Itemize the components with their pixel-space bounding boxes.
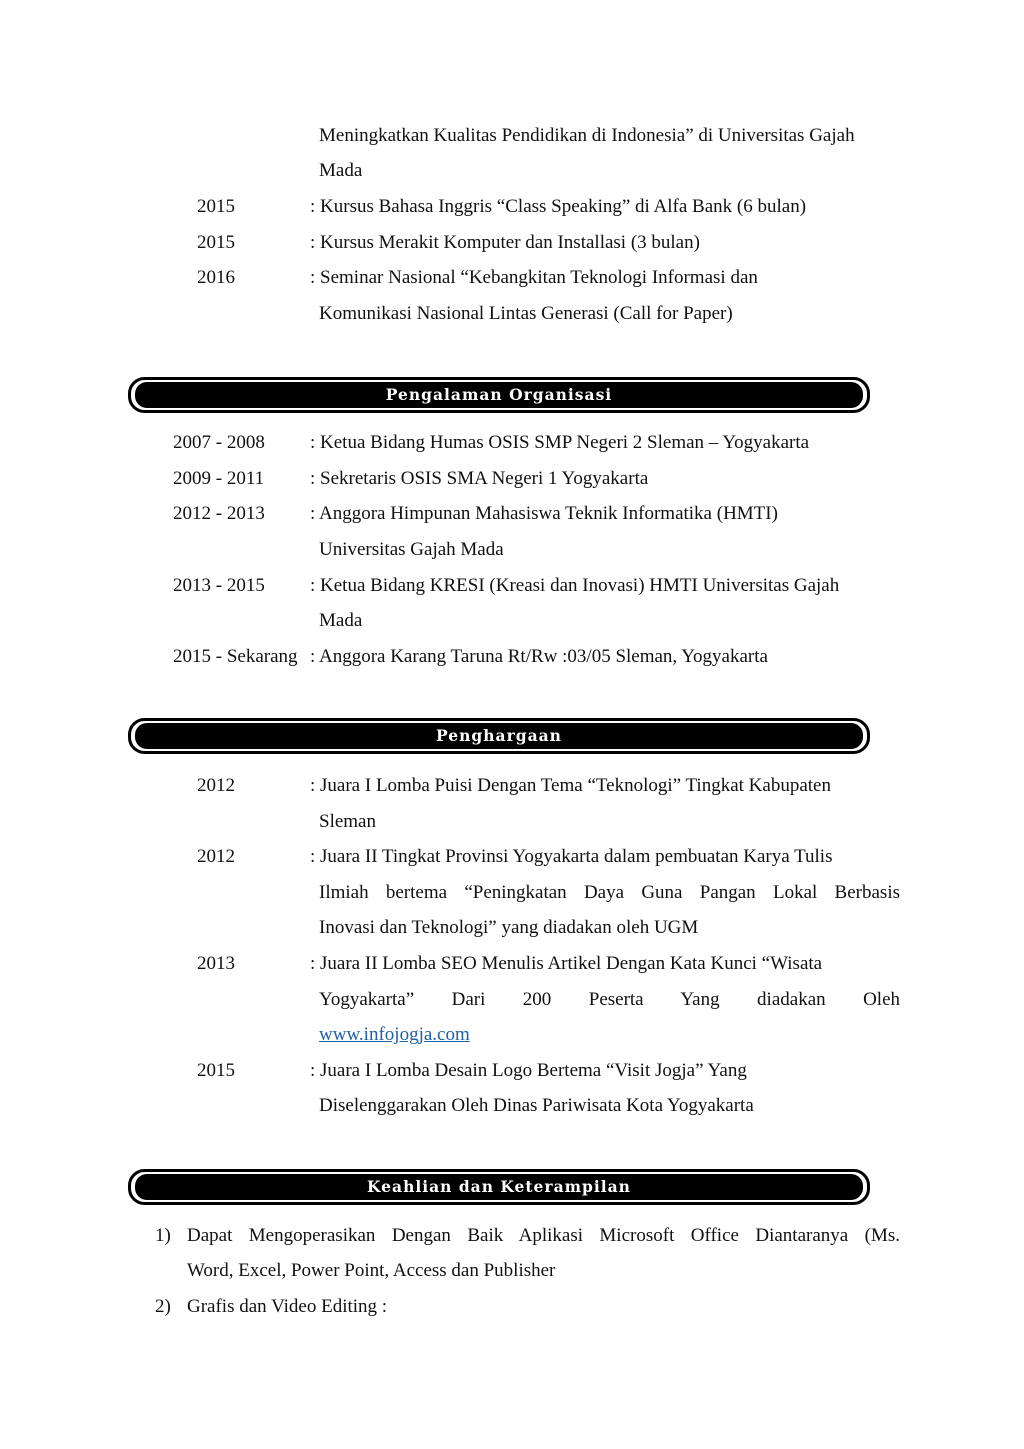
skill-text: Grafis dan Video Editing :: [187, 1296, 388, 1317]
award-text: : Juara II Lomba SEO Menulis Artikel Dengan Kata Kunci “Wisata: [310, 953, 823, 974]
section-title-keahlian: Keahlian dan Keterampilan: [367, 1177, 631, 1196]
org-period: 2009 - 2011: [173, 468, 265, 489]
award-year: 2015: [197, 1060, 235, 1081]
award-text: : Juara I Lomba Desain Logo Bertema “Visit Jogja” Yang: [310, 1060, 747, 1081]
section-banner-keahlian: [128, 1169, 870, 1205]
course-year: 2016: [197, 267, 235, 288]
section-banner-organisasi: [128, 377, 870, 413]
org-text: : Sekretaris OSIS SMA Negeri 1 Yogyakarta: [310, 468, 649, 489]
org-period: 2015 - Sekarang: [173, 646, 298, 667]
org-text: : Ketua Bidang KRESI (Kreasi dan Inovasi) HMTI Universitas Gajah: [310, 575, 840, 596]
seminar-continuation-line-1: Meningkatkan Kualitas Pendidikan di Indonesia” di Universitas Gajah: [319, 125, 855, 146]
org-text-cont: Mada: [319, 610, 363, 631]
course-text: : Kursus Merakit Komputer dan Installasi (3 bulan): [310, 232, 700, 253]
award-year: 2012: [197, 775, 235, 796]
course-text: : Kursus Bahasa Inggris “Class Speaking” di Alfa Bank (6 bulan): [310, 196, 807, 217]
skill-number: 1): [155, 1225, 171, 1246]
org-text: : Ketua Bidang Humas OSIS SMP Negeri 2 Sleman – Yogyakarta: [310, 432, 810, 453]
award-text-cont: Ilmiah bertema “Peningkatan Daya Guna Pangan Lokal Berbasis: [319, 882, 900, 903]
org-text-cont: Universitas Gajah Mada: [319, 539, 504, 560]
section-title-penghargaan: Penghargaan: [436, 726, 562, 745]
course-year: 2015: [197, 196, 235, 217]
course-text: : Seminar Nasional “Kebangkitan Teknologi Informasi dan: [310, 267, 758, 288]
course-text-cont: Komunikasi Nasional Lintas Generasi (Call for Paper): [319, 303, 733, 324]
org-text: : Anggora Himpunan Mahasiswa Teknik Informatika (HMTI): [310, 503, 778, 524]
award-year: 2012: [197, 846, 235, 867]
org-period: 2013 - 2015: [173, 575, 265, 596]
org-text: : Anggora Karang Taruna Rt/Rw :03/05 Sleman, Yogyakarta: [310, 646, 768, 667]
course-year: 2015: [197, 232, 235, 253]
skill-text-cont: Word, Excel, Power Point, Access dan Publisher: [187, 1260, 556, 1281]
award-text-cont: Sleman: [319, 811, 376, 832]
award-text-cont: Diselenggarakan Oleh Dinas Pariwisata Kota Yogyakarta: [319, 1095, 754, 1116]
org-period: 2007 - 2008: [173, 432, 265, 453]
section-title-organisasi: Pengalaman Organisasi: [385, 385, 613, 404]
section-banner-penghargaan: [128, 718, 870, 754]
award-text: : Juara I Lomba Puisi Dengan Tema “Teknologi” Tingkat Kabupaten: [310, 775, 831, 796]
award-link-wrap: [319, 1023, 470, 1047]
org-period: 2012 - 2013: [173, 503, 265, 524]
award-text-cont: Yogyakarta” Dari 200 Peserta Yang diadakan Oleh: [319, 989, 900, 1010]
infojogja-link[interactable]: www.infojogja.com: [319, 1024, 470, 1045]
skill-number: 2): [155, 1296, 171, 1317]
skill-text: Dapat Mengoperasikan Dengan Baik Aplikasi Microsoft Office Diantaranya (Ms.: [187, 1225, 900, 1246]
award-text: : Juara II Tingkat Provinsi Yogyakarta dalam pembuatan Karya Tulis: [310, 846, 833, 867]
award-year: 2013: [197, 953, 235, 974]
award-text-cont: Inovasi dan Teknologi” yang diadakan oleh UGM: [319, 917, 699, 938]
seminar-continuation-line-2: Mada: [319, 160, 363, 181]
